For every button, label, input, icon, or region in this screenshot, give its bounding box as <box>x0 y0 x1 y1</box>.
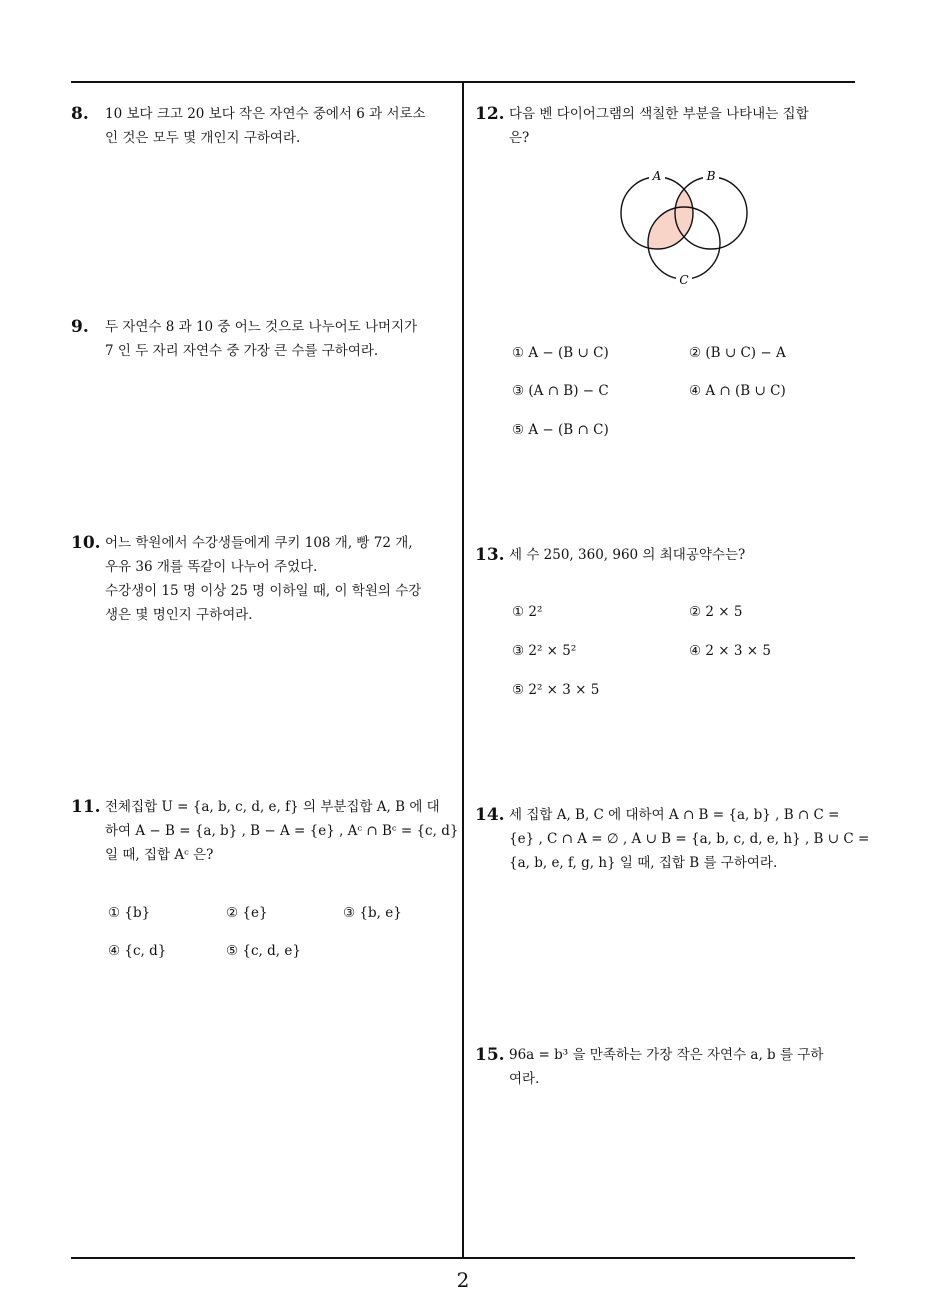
choice-4[interactable]: ④ 2 × 3 × 5 <box>689 643 771 659</box>
question-text-line: 96a = b³ 을 만족하는 가장 작은 자연수 a, b 를 구하 <box>509 1047 824 1063</box>
question-text-line: 다음 벤 다이어그램의 색칠한 부분을 나타내는 집합 <box>509 106 809 122</box>
column-divider <box>462 82 464 1258</box>
choice-3[interactable]: ③ (A ∩ B) − C <box>512 383 609 399</box>
question-15 <box>475 1043 860 1091</box>
question-number: 14. <box>475 805 505 825</box>
choice-5[interactable]: ⑤ 2² × 3 × 5 <box>512 682 600 698</box>
question-text-line: 은? <box>509 130 530 146</box>
choice-1[interactable]: ① A − (B ∪ C) <box>512 345 609 361</box>
choice-5[interactable]: ⑤ A − (B ∩ C) <box>512 422 609 438</box>
question-text-line: 어느 학원에서 수강생들에게 쿠키 108 개, 빵 72 개, <box>105 535 413 551</box>
bottom-rule <box>71 1257 855 1259</box>
choice-1[interactable]: ① {b} <box>108 905 151 921</box>
question-10 <box>71 531 461 627</box>
question-text-line: 7 인 두 자리 자연수 중 가장 큰 수를 구하여라. <box>105 343 379 359</box>
question-9 <box>71 315 461 363</box>
venn-diagram <box>612 163 757 293</box>
choice-3[interactable]: ③ {b, e} <box>343 905 402 921</box>
question-text-line: 일 때, 집합 Aᶜ 은? <box>105 847 214 863</box>
choice-2[interactable]: ② {e} <box>226 905 268 921</box>
question-text-line: 세 수 250, 360, 960 의 최대공약수는? <box>509 547 746 563</box>
question-text-line: 하여 A − B = {a, b} , B − A = {e} , Aᶜ ∩ Bᶜ = {c, d} <box>105 823 459 839</box>
set-a-label: A <box>652 169 662 183</box>
question-number: 10. <box>71 533 101 553</box>
question-text-line: 인 것은 모두 몇 개인지 구하여라. <box>105 130 301 146</box>
choice-4[interactable]: ④ {c, d} <box>108 943 167 959</box>
question-text-line: 10 보다 크고 20 보다 작은 자연수 중에서 6 과 서로소 <box>105 106 426 122</box>
choice-4[interactable]: ④ A ∩ (B ∪ C) <box>689 383 786 399</box>
question-text-line: {a, b, e, f, g, h} 일 때, 집합 B 를 구하여라. <box>509 855 778 871</box>
question-text-line: 전체집합 U = {a, b, c, d, e, f} 의 부분집합 A, B 에 대 <box>105 799 440 815</box>
question-14 <box>475 803 870 875</box>
question-number: 11. <box>71 797 101 817</box>
question-number: 9. <box>71 317 89 337</box>
choice-3[interactable]: ③ 2² × 5² <box>512 643 577 659</box>
question-text-line: 수강생이 15 명 이상 25 명 이하일 때, 이 학원의 수강 <box>105 583 422 599</box>
choice-2[interactable]: ② 2 × 5 <box>689 604 743 620</box>
question-text-line: 우유 36 개를 똑같이 나누어 주었다. <box>105 559 318 575</box>
question-8 <box>71 102 461 150</box>
choice-5[interactable]: ⑤ {c, d, e} <box>226 943 301 959</box>
set-c-label: C <box>679 273 689 287</box>
choice-1[interactable]: ① 2² <box>512 604 543 620</box>
question-text-line: 여라. <box>509 1071 540 1087</box>
question-number: 12. <box>475 104 505 124</box>
question-11 <box>71 795 461 867</box>
question-text-line: {e} , C ∩ A = ∅ , A ∪ B = {a, b, c, d, e, h} , B ∪ C = <box>509 831 870 847</box>
question-text-line: 세 집합 A, B, C 에 대하여 A ∩ B = {a, b} , B ∩ C = <box>509 807 840 823</box>
set-b-label: B <box>706 169 716 183</box>
question-number: 15. <box>475 1045 505 1065</box>
question-text-line: 두 자연수 8 과 10 중 어느 것으로 나누어도 나머지가 <box>105 319 418 335</box>
page-number: 2 <box>456 1268 470 1292</box>
question-12 <box>475 102 860 150</box>
choice-2[interactable]: ② (B ∪ C) − A <box>689 345 786 361</box>
question-text-line: 생은 몇 명인지 구하여라. <box>105 607 253 623</box>
question-number: 8. <box>71 104 89 124</box>
question-13 <box>475 543 860 567</box>
question-number: 13. <box>475 545 505 565</box>
